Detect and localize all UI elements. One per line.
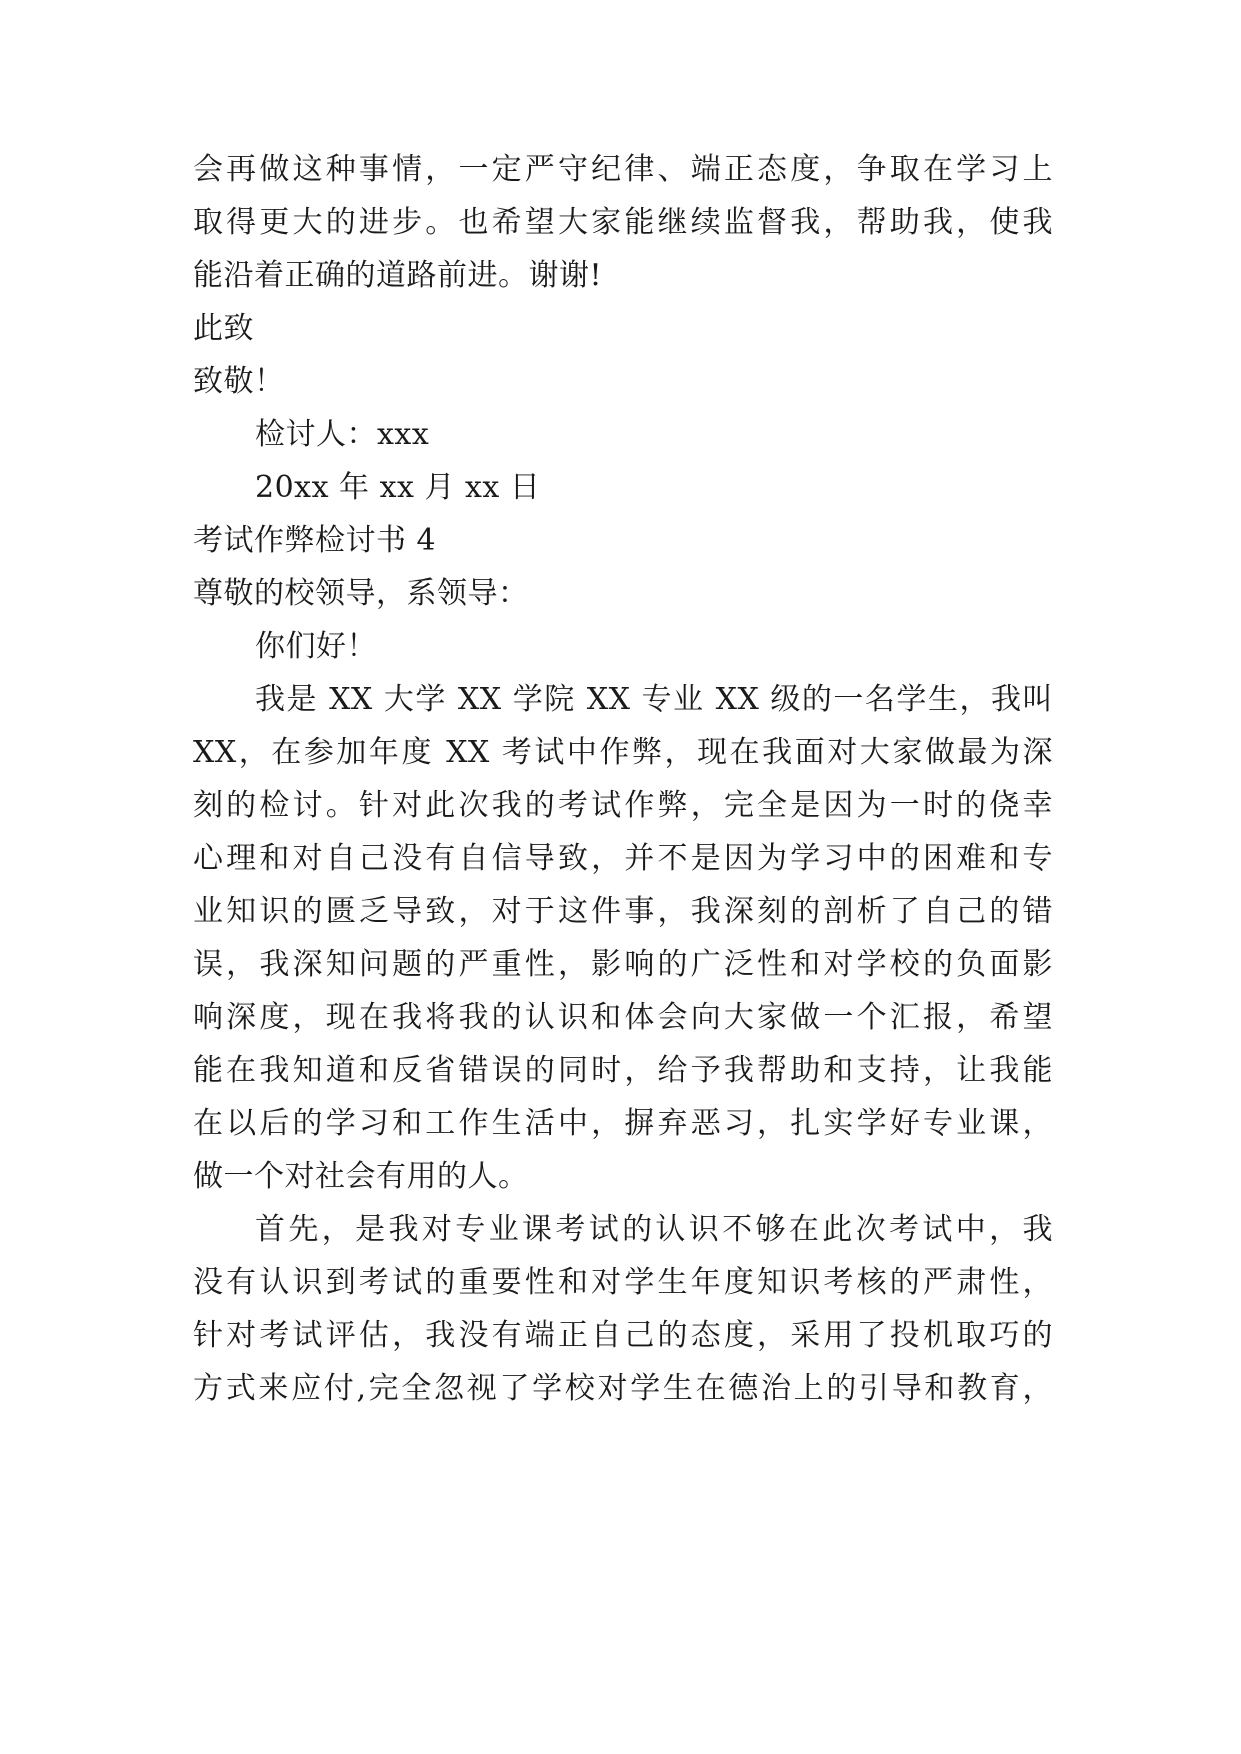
paragraph-line: 心理和对自己没有自信导致，并不是因为学习中的困难和专 xyxy=(193,841,1053,876)
paragraph-line: 没有认识到考试的重要性和对学生年度知识考核的严肃性， xyxy=(193,1265,1053,1300)
letter-salutation: 尊敬的校领导，系领导： xyxy=(193,576,529,611)
paragraph-line: 能沿着正确的道路前进。谢谢! xyxy=(193,258,603,293)
paragraph-line: 做一个对社会有用的人。 xyxy=(193,1159,529,1194)
section-title: 考试作弊检讨书 4 xyxy=(193,523,437,558)
paragraph-line: 方式来应付,完全忽视了学校对学生在德治上的引导和教育， xyxy=(193,1371,1053,1406)
closing-salutation: 此致 xyxy=(193,311,254,346)
paragraph-line: 首先，是我对专业课考试的认识不够在此次考试中，我 xyxy=(255,1212,1053,1247)
closing-respect: 致敬！ xyxy=(193,364,285,399)
paragraph-line: 响深度，现在我将我的认识和体会向大家做一个汇报，希望 xyxy=(193,1000,1053,1035)
signature-name: 检讨人：xxx xyxy=(255,417,430,452)
paragraph-line: XX，在参加年度 XX 考试中作弊，现在我面对大家做最为深 xyxy=(193,735,1053,770)
paragraph-line: 取得更大的进步。也希望大家能继续监督我，帮助我，使我 xyxy=(193,205,1053,240)
paragraph-line: 业知识的匮乏导致，对于这件事，我深刻的剖析了自己的错 xyxy=(193,894,1053,929)
paragraph-line: 刻的检讨。针对此次我的考试作弊，完全是因为一时的侥幸 xyxy=(193,788,1053,823)
signature-date: 20xx 年 xx 月 xx 日 xyxy=(255,470,541,505)
paragraph-line: 会再做这种事情，一定严守纪律、端正态度，争取在学习上 xyxy=(193,152,1053,187)
paragraph-line: 针对考试评估，我没有端正自己的态度，采用了投机取巧的 xyxy=(193,1318,1053,1353)
paragraph-line: 能在我知道和反省错误的同时，给予我帮助和支持，让我能 xyxy=(193,1053,1053,1088)
paragraph-line: 在以后的学习和工作生活中，摒弃恶习，扎实学好专业课， xyxy=(193,1106,1053,1141)
greeting: 你们好！ xyxy=(255,629,377,664)
paragraph-line: 误，我深知问题的严重性，影响的广泛性和对学校的负面影 xyxy=(193,947,1053,982)
paragraph-line: 我是 XX 大学 XX 学院 XX 专业 XX 级的一名学生，我叫 xyxy=(255,682,1053,717)
